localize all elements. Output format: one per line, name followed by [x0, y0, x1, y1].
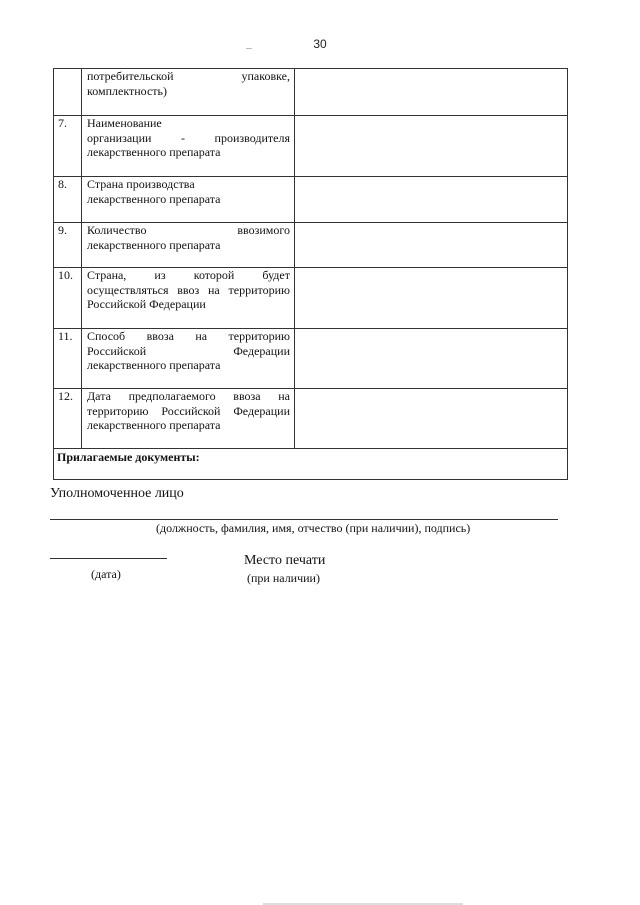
row-label — [82, 223, 295, 267]
signature-line[interactable] — [50, 519, 558, 520]
row-label-line: лекарственного препарата — [87, 237, 221, 252]
row-value-cell[interactable] — [295, 177, 567, 222]
row-label-line: Дата предполагаемого ввоза на — [87, 389, 290, 403]
row-label — [82, 268, 295, 328]
row-label-line: лекарственного препарата — [87, 358, 221, 372]
table-row — [54, 69, 567, 116]
row-value-cell[interactable] — [295, 268, 567, 328]
row-number: 7. — [54, 116, 82, 176]
row-number: 11. — [54, 329, 82, 388]
seal-subtitle: (при наличии) — [247, 571, 320, 585]
row-value-cell[interactable] — [295, 116, 567, 176]
table-row — [54, 177, 567, 223]
row-label-line: организации - производителя — [87, 130, 290, 145]
row-value-cell[interactable] — [295, 69, 567, 115]
row-label-line: лекарственного препарата — [87, 145, 221, 159]
date-caption: (дата) — [91, 567, 121, 581]
page-number: 30 — [313, 37, 327, 51]
table-row — [54, 389, 567, 449]
row-label — [82, 329, 295, 388]
row-label — [82, 116, 295, 176]
table-row — [54, 116, 567, 177]
table-row — [54, 329, 567, 389]
row-label-line: лекарственного препарата — [87, 418, 221, 432]
table-row — [54, 268, 567, 329]
row-number: 9. — [54, 223, 82, 267]
row-label-line: Способ ввоза на территорию — [87, 329, 290, 343]
date-line[interactable] — [50, 558, 167, 559]
row-value-cell[interactable] — [295, 223, 567, 267]
row-label-line: Количество ввозимого — [87, 223, 290, 237]
attached-documents-label: Прилагаемые документы: — [54, 449, 567, 480]
application-table — [53, 68, 568, 480]
row-label-line: Страна, из которой будет — [87, 268, 290, 282]
row-label-line: Страна производства — [87, 177, 195, 191]
row-label-line: территорию Российской Федерации — [87, 403, 290, 418]
seal-title: Место печати — [244, 553, 326, 568]
row-value-cell[interactable] — [295, 329, 567, 388]
row-number: 8. — [54, 177, 82, 222]
row-label-line: комплектность) — [87, 83, 167, 98]
row-number — [54, 69, 82, 115]
signature-caption: (должность, фамилия, имя, отчество (при наличии), подпись) — [156, 521, 471, 535]
table-row — [54, 223, 567, 268]
row-label-line: Российской Федерации — [87, 343, 290, 358]
row-label — [82, 177, 295, 222]
row-number: 12. — [54, 389, 82, 448]
row-label-line: осуществляться ввоз на территорию — [87, 282, 290, 297]
authorized-person-title: Уполномоченное лицо — [50, 486, 184, 501]
row-label — [82, 389, 295, 448]
row-value-cell[interactable] — [295, 389, 567, 448]
row-label-line: Российской Федерации — [87, 297, 206, 311]
row-label-line: потребительской упаковке, — [87, 69, 290, 83]
row-number: 10. — [54, 268, 82, 328]
row-label-line: Наименование — [87, 116, 162, 130]
row-label — [82, 69, 295, 115]
row-label-line: лекарственного препарата — [87, 191, 221, 206]
